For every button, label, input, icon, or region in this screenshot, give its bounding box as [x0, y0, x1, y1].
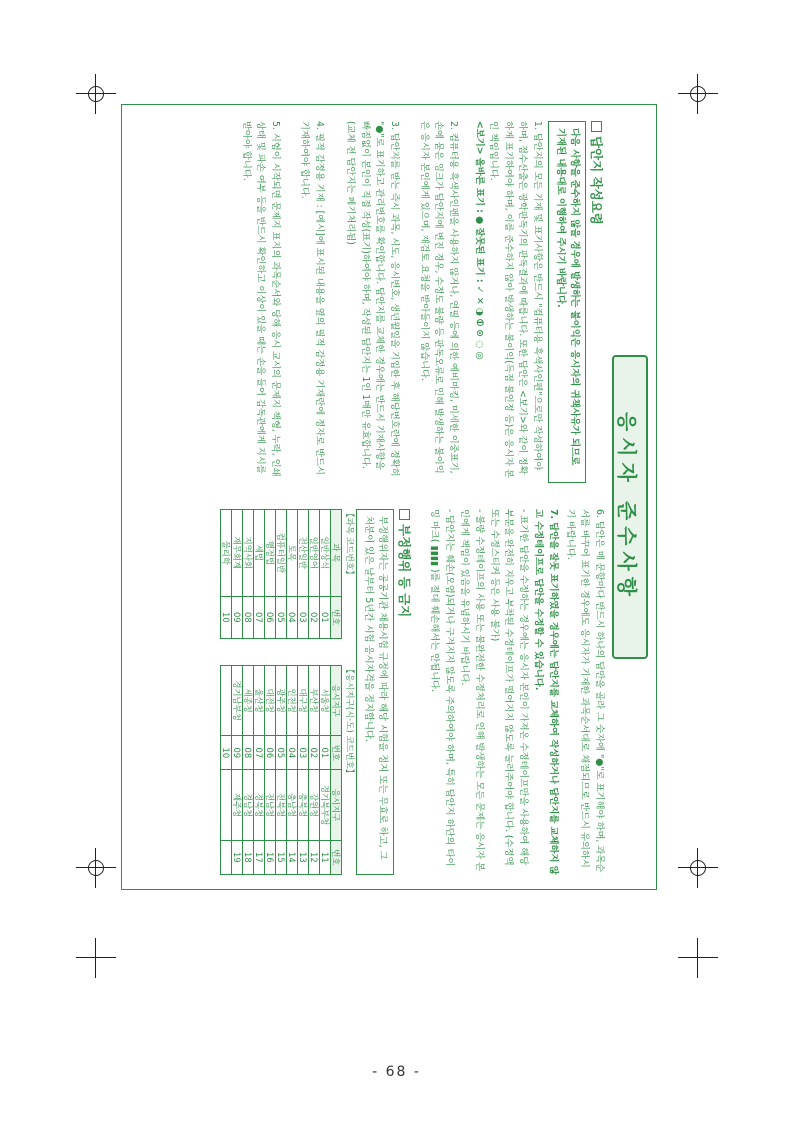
table-cell: 11	[320, 840, 331, 874]
table-row	[232, 666, 243, 875]
crop-mark-mid-right	[678, 848, 718, 888]
table-cell: 03	[298, 596, 309, 638]
table-cell: 04	[287, 596, 298, 638]
table-cell	[221, 666, 232, 736]
table-row	[265, 510, 276, 639]
table-cell: 경기북부청	[320, 770, 331, 840]
table-cell: 16	[265, 840, 276, 874]
table-cell: 컴퓨터일반	[276, 510, 287, 597]
table-row	[221, 666, 232, 875]
table-cell: 05	[276, 596, 287, 638]
table-cell: 일반영어	[309, 510, 320, 597]
notice-box: 다음 사항을 준수하지 않을 경우에 발생하는 불이익은 응시자의 귀책사유가 되므로 기재된 내용대로 이행하여 주시기 바랍니다.	[548, 121, 586, 483]
table-cell: 08	[243, 596, 254, 638]
instruction-5: 5. 시험이 시작되면 문제지 표지의 과목순서와 당해 응시 교시의 문제지 책형, 누락, 인쇄상태 및 파손 여부 등을 반드시 확인하고 이상이 있을 때는 손을 들어 감독관에게 지시를 받아야 합니다.	[240, 121, 281, 477]
region-code-table	[220, 665, 342, 875]
table-row	[287, 510, 298, 639]
table-cell: 서울청	[320, 666, 331, 736]
page-number: - 68 -	[372, 1064, 421, 1080]
table-cell: 일반상식	[320, 510, 331, 597]
table-cell: 14	[287, 840, 298, 874]
crop-mark-bottom-right	[678, 938, 718, 978]
instruction-1: 1. 답안지의 모든 기재 및 표기사항은 반드시 "컴퓨터용 흑색사인펜"으로만 작성하여야 하며, 점수산출은 광학판독기의 판독결과에 따릅니다. 또한 답안은 <보기>와 같이 정확하게 표기하여야 하며, 이를 준수하지 않아 발생하는 불이익(득점 불인정 등)은 응시자 본인 책임입니다.	[488, 121, 543, 479]
table-cell: 재무회계	[232, 510, 243, 597]
instruction-3: 3. 답안지를 받는 즉시 과목, 시도, 응시번호, 생년월일을 기입한 후 해당번호란에 정확히 "●"로 표기하고 관리번호를 확인합니다. 답안지를 교체한 경우에는 반드시 기재사항을 빠짐없이 본인이 직접 작성(표기)하여야 하며, 작성된 답안지는 1인 1매만 유효합니다. (교체 전 답안지는 폐기처리됨)	[345, 121, 400, 477]
table-row	[276, 666, 287, 875]
table-cell: 광주청	[276, 666, 287, 736]
region-table-caption: 【응시지구(시·도) 코드번호】	[344, 665, 354, 778]
table-row	[309, 510, 320, 639]
table-cell: 토목	[287, 510, 298, 597]
table-cell: 경남청	[243, 770, 254, 840]
instruction-7-sub-3: - 답안지는 훼손(오염)되거나 구겨지지 않도록 주의하여야 하며, 특히 답안지 하단의 타이밍 마크( ▮▮▮▮ )를 절대 훼손해서는 안됩니다.	[429, 509, 455, 867]
table-row	[232, 510, 243, 639]
table-cell: 08	[243, 736, 254, 770]
section-heading-misconduct: 부정행위 등 금지	[396, 509, 414, 617]
table-cell: 19	[232, 840, 243, 874]
instruction-4: 4. 필적 감정용 기재 : [예시]에 표시된 내용을 옆의 필적 감정용 기재란에 정자로 반드시 기재하여야 합니다.	[299, 121, 325, 476]
checkbox-icon	[399, 509, 410, 520]
table-cell: 04	[287, 736, 298, 770]
table-row	[254, 666, 265, 875]
table-row	[243, 510, 254, 639]
table-cell: 06	[265, 736, 276, 770]
table-cell: 09	[232, 736, 243, 770]
table-cell: 인천청	[287, 666, 298, 736]
table-cell: 09	[232, 596, 243, 638]
table-cell: 경북청	[254, 770, 265, 840]
table-row	[320, 510, 331, 639]
section-heading-answer-sheet: 답안지 작성요령	[588, 121, 606, 225]
subject-table-caption: 【과목 코드번호】	[344, 509, 354, 579]
table-cell: 02	[309, 596, 320, 638]
table-cell: 세법	[254, 510, 265, 597]
table-row	[221, 510, 232, 639]
rotated-content	[122, 105, 656, 889]
page-title: 응시자 준수사항	[615, 411, 639, 603]
table-cell: 01	[320, 736, 331, 770]
table-header: 번호	[331, 840, 342, 874]
table-cell: 07	[254, 596, 265, 638]
table-cell	[221, 840, 232, 874]
table-cell: 물리학	[221, 510, 232, 597]
crop-mark-bottom-left	[76, 938, 116, 978]
table-cell: 울산청	[254, 666, 265, 736]
table-row	[254, 510, 265, 639]
table-cell: 10	[221, 736, 232, 770]
instruction-2: 2. 컴퓨터용 흑색사인펜을 사용하지 않거나, 연필 등에 의한 예비마킹, 미세한 이중표기, 손에 묻은 잉크가 답안지에 번진 경우, 수정도 불량 등 판독오류로 인해 발생하는 불이익은 응시자 본인에게 있으며, 재검토 요청을 받아들이지 않습니다.	[418, 121, 459, 474]
table-cell: 10	[221, 596, 232, 638]
checkbox-icon	[591, 121, 602, 132]
table-cell: 12	[309, 840, 320, 874]
table-cell: 01	[320, 596, 331, 638]
misconduct-notice: 부정행위자는 공공기관 채용시험 규정에 따라 해당 시험을 정지 또는 무효로 하고, 그 처분이 있은 날부터 5년간 시험 응시자격을 정지합니다.	[356, 509, 394, 875]
table-cell: 세종청	[243, 666, 254, 736]
table-header: 응시지구	[331, 770, 342, 840]
table-cell: 대전청	[265, 666, 276, 736]
table-cell: 대구청	[298, 666, 309, 736]
crop-mark-top-right	[678, 74, 718, 114]
table-row	[276, 510, 287, 639]
table-row	[243, 666, 254, 875]
table-row	[265, 666, 276, 875]
table-cell: 18	[243, 840, 254, 874]
crop-mark-mid-left	[76, 848, 116, 888]
crop-mark-top-left	[76, 74, 116, 114]
table-cell: 부산청	[309, 666, 320, 736]
instruction-7-sub-1: - 표기한 답안을 수정하는 경우에는 응시자 본인이 가져온 수정테이프만을 사용하여 해당 부분을 완전히 지우고 부착된 수정테이프가 떨어지지 않도록 눌러주어야 합니다. (수정액 또는 수정스티커 등은 사용 불가)	[488, 509, 529, 866]
content-frame	[121, 104, 657, 890]
table-cell: 충북청	[298, 770, 309, 840]
table-header: 과 목	[331, 510, 342, 597]
table-cell: 행정법	[265, 510, 276, 597]
table-cell: 제주청	[232, 770, 243, 840]
table-header: 번호	[331, 596, 342, 638]
table-cell: 17	[254, 840, 265, 874]
table-row	[298, 510, 309, 639]
table-cell: 강원청	[309, 770, 320, 840]
table-cell: 02	[309, 736, 320, 770]
table-row	[287, 666, 298, 875]
table-header: 번호	[331, 736, 342, 770]
table-cell: 06	[265, 596, 276, 638]
table-cell: 15	[276, 840, 287, 874]
example-marking: <보기> 올바른 표기 : ● 잘못된 표기 : ✓ ✕ ◑ ⦶ ⊙ ◌ ◎	[474, 121, 485, 360]
table-cell: 지역사회	[243, 510, 254, 597]
subject-code-table	[220, 509, 342, 639]
table-cell: 충남청	[287, 770, 298, 840]
table-row	[309, 666, 320, 875]
table-cell: 경기남부청	[232, 666, 243, 736]
table-cell: 전산일반	[298, 510, 309, 597]
title-banner	[612, 355, 648, 659]
table-header: 응시지구	[331, 666, 342, 736]
table-cell: 전남청	[265, 770, 276, 840]
instruction-7-sub-2: - 불량 수정테이프의 사용 또는 불완전한 수정처리로 인해 발생하는 모든 문제는 응시자 본인에게 책임이 있음을 유념하시기 바랍니다.	[459, 509, 485, 872]
table-cell: 05	[276, 736, 287, 770]
table-row	[298, 666, 309, 875]
table-cell	[221, 770, 232, 840]
instruction-7: 7. 답안을 잘못 표기하였을 경우에는 답안지를 교체하여 작성하거나 답안지를 교체하지 않고 수정테이프로 답안을 수정할 수 있습니다.	[533, 509, 559, 875]
table-row	[320, 666, 331, 875]
table-cell: 13	[298, 840, 309, 874]
table-cell: 03	[298, 736, 309, 770]
table-cell: 전북청	[276, 770, 287, 840]
table-cell: 07	[254, 736, 265, 770]
instruction-6: 6. 답안은 매 문항마다 반드시 하나의 답만을 골라 그 숫자에 "●"로 표기해야 하며, 과목순서를 바꾸어 표기한 경우에도 응시자가 기재한 과목순서대로 채점되므로 반드시 유의하시기 바랍니다.	[564, 509, 605, 873]
